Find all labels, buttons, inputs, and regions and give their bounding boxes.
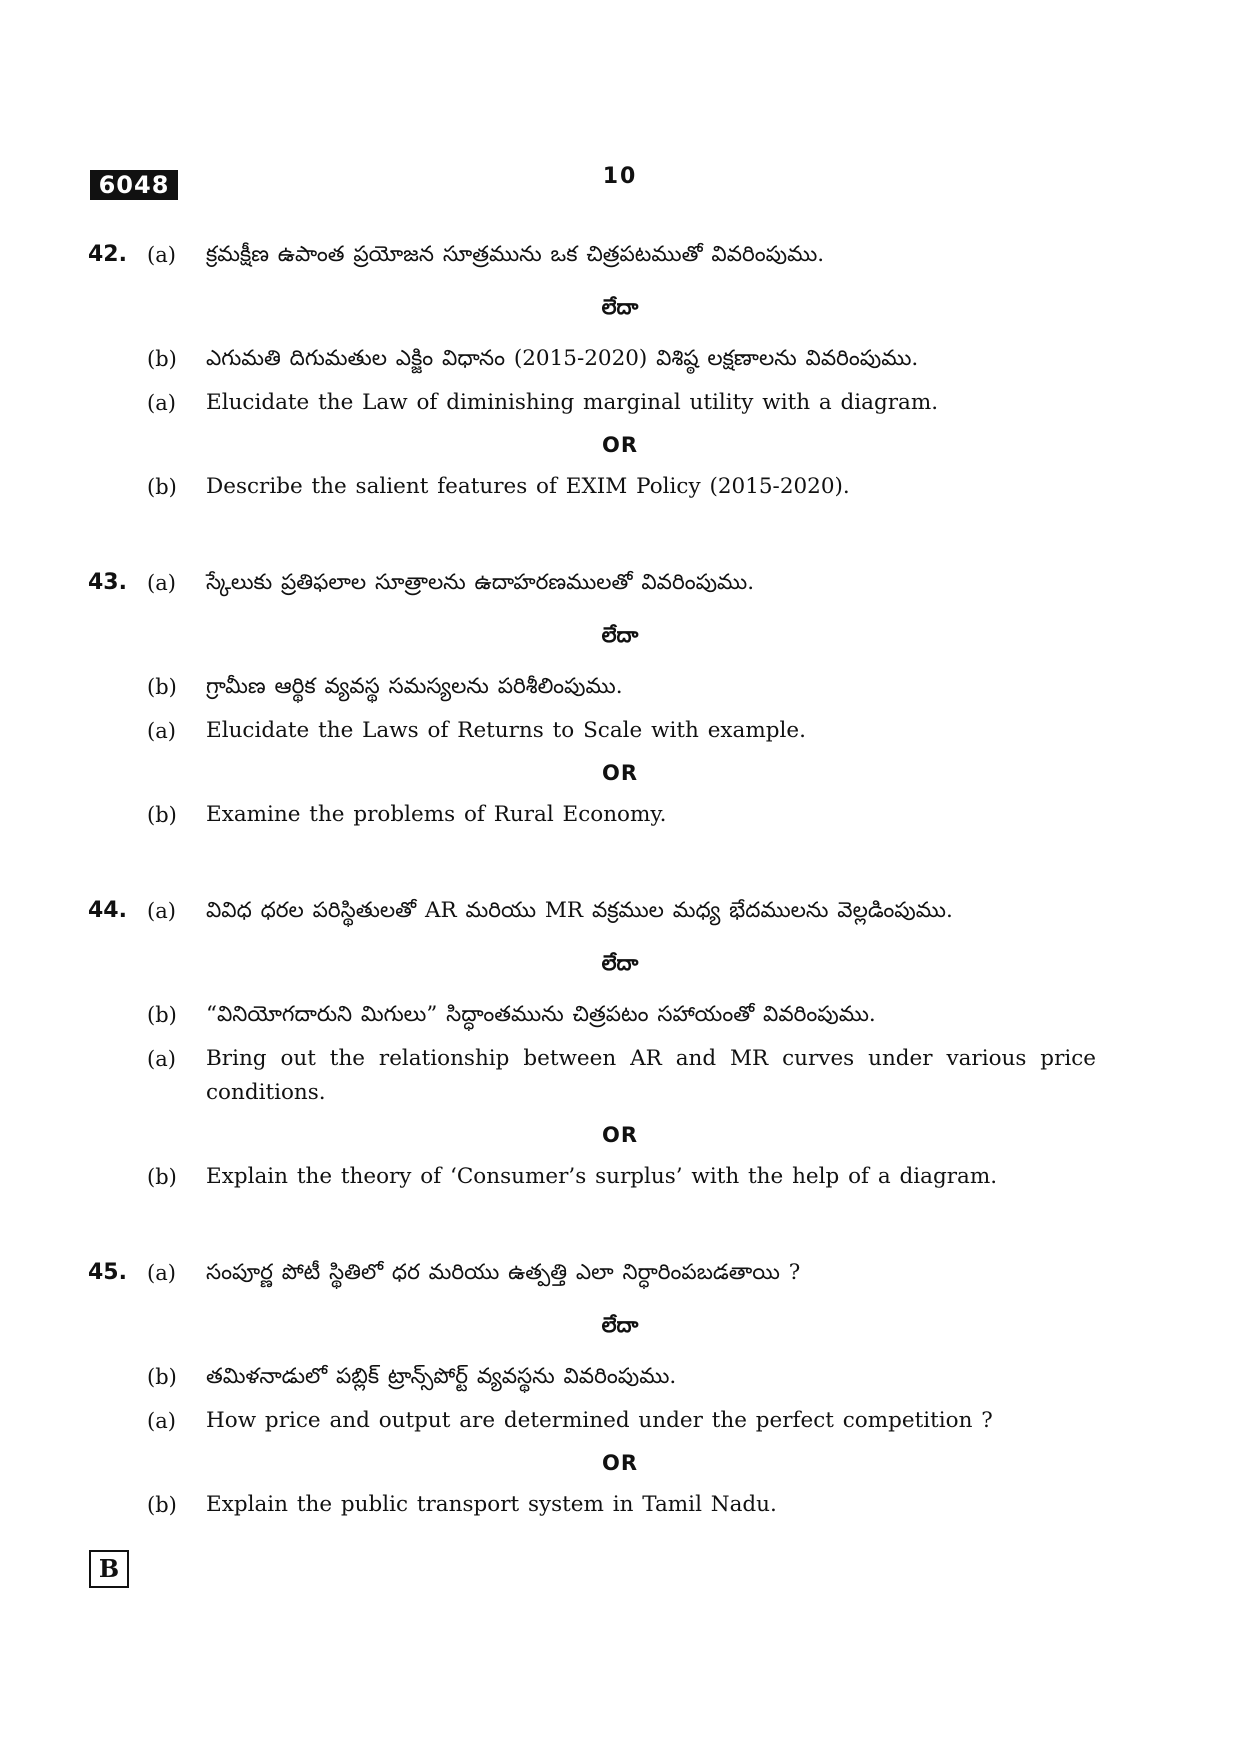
question-44-english-or: OR xyxy=(601,1123,639,1147)
question-number-44: 44. xyxy=(88,898,127,923)
question-42-telugu-a: క్రమక్షీణ ఉపాంత ప్రయోజన సూత్రమును ఒక చిత్రపటముతో వివరింపుము. xyxy=(206,242,825,267)
question-42-english-or: OR xyxy=(601,433,639,457)
option-label: (a) xyxy=(147,899,176,923)
option-label: (a) xyxy=(147,391,176,415)
question-43-telugu-a: స్కేలుకు ప్రతిఫలాల సూత్రాలను ఉదాహరణములతో వివరింపుము. xyxy=(206,570,755,595)
option-label: (b) xyxy=(147,475,177,499)
option-label: (a) xyxy=(147,1261,176,1285)
option-label: (b) xyxy=(147,675,177,699)
question-45-english-or: OR xyxy=(601,1451,639,1475)
option-label: (b) xyxy=(147,803,177,827)
question-42-telugu-b: ఎగుమతి దిగుమతుల ఎక్జిం విధానం (2015-2020) విశిష్ఠ లక్షణాలను వివరింపుము. xyxy=(206,346,919,371)
page-number: 10 xyxy=(602,164,638,189)
question-45-telugu-a: సంపూర్ణ పోటీ స్థితిలో ధర మరియు ఉత్పత్తి ఎలా నిర్ధారింపబడతాయి ? xyxy=(206,1260,801,1285)
question-number-43: 43. xyxy=(88,570,127,595)
question-45-english-a: How price and output are determined under the perfect competition ? xyxy=(206,1408,993,1433)
question-45-english-b: Explain the public transport system in Tamil Nadu. xyxy=(206,1492,777,1517)
question-43-telugu-or: లేదా xyxy=(601,622,639,647)
question-number-45: 45. xyxy=(88,1260,127,1285)
question-42-telugu-or: లేదా xyxy=(601,294,639,319)
question-44-telugu-or: లేదా xyxy=(601,950,639,975)
option-label: (b) xyxy=(147,1365,177,1389)
option-label: (b) xyxy=(147,347,177,371)
question-42-english-a: Elucidate the Law of diminishing marginal utility with a diagram. xyxy=(206,390,939,415)
question-43-english-b: Examine the problems of Rural Economy. xyxy=(206,802,667,827)
question-number-42: 42. xyxy=(88,242,127,267)
option-label: (a) xyxy=(147,571,176,595)
question-45-telugu-b: తమిళనాడులో పబ్లిక్ ట్రాన్స్‌పోర్ట్ వ్యవస్థను వివరింపుము. xyxy=(206,1364,677,1389)
question-43-english-a: Elucidate the Laws of Returns to Scale with example. xyxy=(206,718,806,743)
question-44-telugu-b: “వినియోగదారుని మిగులు” సిద్ధాంతమును చిత్రపటం సహాయంతో వివరింపుము. xyxy=(206,1002,876,1027)
option-label: (a) xyxy=(147,1409,176,1433)
option-label: (a) xyxy=(147,1047,176,1071)
question-43-telugu-b: గ్రామీణ ఆర్థిక వ్యవస్థ సమస్యలను పరిశీలింపుము. xyxy=(206,674,623,699)
question-43-english-or: OR xyxy=(601,761,639,785)
option-label: (b) xyxy=(147,1003,177,1027)
question-44-english-b: Explain the theory of ‘Consumer’s surplus’ with the help of a diagram. xyxy=(206,1164,998,1189)
question-42-english-b: Describe the salient features of EXIM Policy (2015-2020). xyxy=(206,474,850,499)
question-44-english-a: Bring out the relationship between AR and MR curves under various price conditions. xyxy=(206,1046,1096,1105)
question-44-telugu-a: వివిధ ధరల పరిస్థితులతో AR మరియు MR వక్రముల మధ్య భేదములను వెల్లడింపుము. xyxy=(206,898,953,923)
option-label: (a) xyxy=(147,243,176,267)
option-label: (a) xyxy=(147,719,176,743)
paper-code-badge: 6048 xyxy=(90,170,178,200)
option-label: (b) xyxy=(147,1493,177,1517)
question-45-telugu-or: లేదా xyxy=(601,1312,639,1337)
option-label: (b) xyxy=(147,1165,177,1189)
question-set-badge: B xyxy=(89,1550,129,1588)
